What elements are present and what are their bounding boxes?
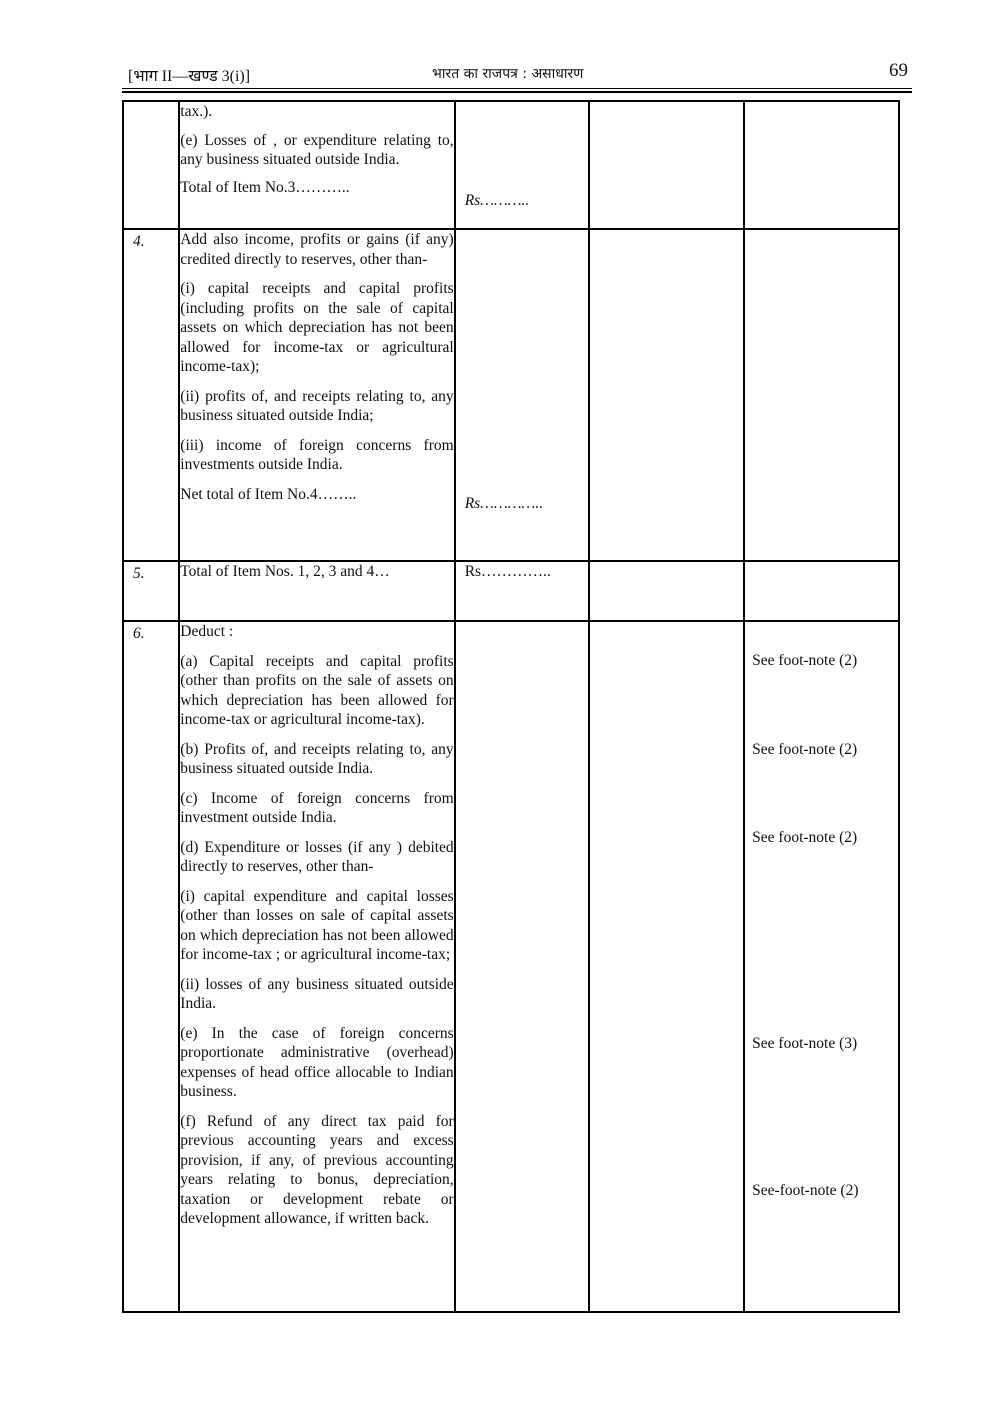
description-cell <box>179 101 454 229</box>
description-paragraph: Add also income, profits or gains (if any) credited directly to reserves, other than- <box>180 231 454 268</box>
remarks-cell <box>744 229 899 561</box>
description-paragraph: (a) Capital receipts and capital profits (other than profits on the sale of assets on which depreciation has been allowed for income-tax or agricultural income-tax). <box>180 652 454 728</box>
remarks-cell <box>744 621 899 1312</box>
table-row-item-3-cont <box>123 101 899 229</box>
footnote-reference: See foot-note (2) <box>752 652 858 669</box>
header-part-section: [भाग II—खण्ड 3(i)] <box>128 68 251 85</box>
table-row-item-6 <box>123 621 899 1312</box>
amount-cell <box>455 621 590 1312</box>
empty-cell <box>589 101 744 229</box>
description-paragraph: Deduct : <box>180 623 234 640</box>
empty-cell <box>589 561 744 621</box>
description-paragraph: Total of Item No.3……….. <box>180 178 350 196</box>
description-paragraph: (ii) losses of any business situated outside India. <box>180 975 454 1012</box>
serial-number-cell: 4. <box>123 229 179 561</box>
footnote-reference: See foot-note (3) <box>752 1035 858 1052</box>
serial-number-cell <box>123 101 179 229</box>
description-paragraph: (i) capital expenditure and capital losses (other than losses on sale of capital assets on which depreciation has not been allowed for income-tax ; or agricultural income-tax; <box>180 887 454 963</box>
remarks-cell <box>744 101 899 229</box>
header-rule-thick <box>122 91 912 93</box>
description-paragraph: (iii) income of foreign concerns from investments outside India. <box>180 436 454 473</box>
amount-value: Rs………….. <box>464 495 544 512</box>
empty-cell <box>589 229 744 561</box>
description-paragraph: (d) Expenditure or losses (if any ) debited directly to reserves, other than- <box>180 838 454 875</box>
amount-cell <box>455 561 590 621</box>
description-paragraph: Net total of Item No.4…….. <box>180 485 357 503</box>
description-paragraph: (f) Refund of any direct tax paid for previous accounting years and excess provision, if any, of previous accounting years relating to bonus, depreciation, taxation or development rebate or development allowance, if written back. <box>180 1112 454 1227</box>
amount-value: Rs………….. <box>464 563 551 580</box>
description-cell <box>179 561 454 621</box>
page-number: 69 <box>889 60 908 81</box>
description-paragraph: (c) Income of foreign concerns from investment outside India. <box>180 789 454 826</box>
empty-cell <box>589 621 744 1312</box>
amount-cell <box>455 229 590 561</box>
description-paragraph: (e) Losses of , or expenditure relating to, any business situated outside India. <box>180 131 454 168</box>
serial-number-cell: 5. <box>123 561 179 621</box>
description-paragraph: (e) In the case of foreign concerns proportionate administrative (overhead) expenses of head office allocable to Indian business. <box>180 1024 454 1100</box>
description-paragraph: Total of Item Nos. 1, 2, 3 and 4… <box>180 563 390 580</box>
statement-table <box>122 100 900 1313</box>
footnote-reference: See foot-note (2) <box>752 829 858 846</box>
header-gazette-title: भारत का राजपत्र : असाधारण <box>432 66 584 82</box>
description-paragraph: (i) capital receipts and capital profits (including profits on the sale of capital assets on which depreciation has not been allowed for income-tax or agricultural income-tax); <box>180 280 454 375</box>
description-cell <box>179 621 454 1312</box>
remarks-cell <box>744 561 899 621</box>
description-paragraph: (b) Profits of, and receipts relating to, any business situated outside India. <box>180 740 454 777</box>
amount-cell <box>455 101 590 229</box>
footnote-reference: See-foot-note (2) <box>752 1182 859 1199</box>
table-row-item-4 <box>123 229 899 561</box>
page-header <box>122 60 908 88</box>
header-rule-thin <box>122 88 912 89</box>
description-paragraph: (ii) profits of, and receipts relating to, any business situated outside India; <box>180 387 454 424</box>
serial-number-cell: 6. <box>123 621 179 1312</box>
table-row-item-5 <box>123 561 899 621</box>
description-cell <box>179 229 454 561</box>
footnote-reference: See foot-note (2) <box>752 741 858 758</box>
description-paragraph: tax.). <box>180 103 213 120</box>
amount-value: Rs……….. <box>464 192 530 209</box>
